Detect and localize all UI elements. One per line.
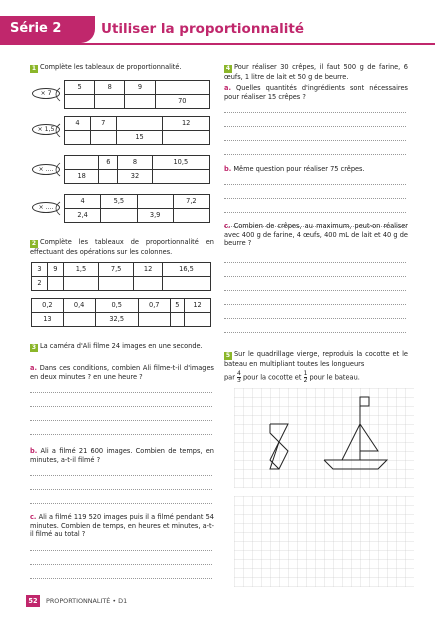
ex4-letter-a: a. <box>224 84 231 92</box>
ex3-question-a <box>30 364 214 381</box>
cell: 7 <box>90 117 116 131</box>
ex5-mid: pour la cocotte et <box>242 373 302 382</box>
ex1-operator-2: × 1,5 <box>32 124 60 135</box>
page-title: Utiliser la proportionnalité <box>101 21 305 37</box>
ex1-table-4 <box>64 194 210 223</box>
blank-grid[interactable] <box>234 496 414 587</box>
cell: 3,9 <box>137 209 173 223</box>
cell: 5 <box>65 81 95 95</box>
ex4-answer-b[interactable] <box>224 184 406 227</box>
cell[interactable] <box>101 209 137 223</box>
cell: 4 <box>65 195 101 209</box>
page-number: 52 <box>26 595 40 607</box>
ex4-letter-b: b. <box>224 165 232 173</box>
cell: 9 <box>47 263 63 277</box>
cell[interactable] <box>162 277 210 291</box>
ex4-answer-c[interactable] <box>224 262 406 333</box>
ex1-table-3 <box>64 155 210 184</box>
ex4-letter-c: c. <box>224 222 231 230</box>
cell[interactable] <box>63 277 98 291</box>
cell[interactable] <box>65 131 91 145</box>
ex4-question-a <box>224 84 408 101</box>
cell[interactable] <box>185 313 211 327</box>
cell: 2 <box>32 277 48 291</box>
cell[interactable] <box>173 209 209 223</box>
cell[interactable] <box>63 313 95 327</box>
ex3-text-b: Ali a filmé 21 600 images. Combien de temps, en minutes, a-t-il filmé ? <box>30 447 214 464</box>
grid-background <box>234 388 414 488</box>
ex1-table-1 <box>64 80 210 109</box>
footer-chapter: PROPORTIONNALITÉ • D1 <box>46 597 128 605</box>
ex1-label: Complète les tableaux de proportionnalité. <box>40 63 182 71</box>
blank-grid-background[interactable] <box>234 496 414 587</box>
cell[interactable] <box>134 277 163 291</box>
cell: 0,7 <box>138 299 170 313</box>
ex3-answer-a[interactable] <box>30 392 212 435</box>
frac2-den: 2 <box>303 376 308 384</box>
cell: 12 <box>185 299 211 313</box>
ex1-number: 1 <box>31 65 37 72</box>
ex3-question-b <box>30 447 214 464</box>
cell[interactable] <box>116 117 163 131</box>
fraction-one-half <box>304 371 308 384</box>
cell: 32,5 <box>95 313 138 327</box>
ex4-number: 4 <box>225 65 231 72</box>
cell[interactable] <box>95 95 125 109</box>
cell[interactable] <box>138 313 170 327</box>
cell: 0,5 <box>95 299 138 313</box>
frac1-den: 3 <box>237 376 241 384</box>
cell: 8 <box>118 156 152 170</box>
ex2-number: 2 <box>31 240 37 247</box>
cell[interactable] <box>163 131 210 145</box>
cell[interactable] <box>65 95 95 109</box>
ex3-intro <box>30 342 214 352</box>
cell: 5 <box>170 299 184 313</box>
ex5-instruction <box>224 350 408 384</box>
cell <box>155 81 209 95</box>
cell[interactable] <box>152 170 209 184</box>
frac2-num: 1 <box>303 369 308 377</box>
cell: 3 <box>32 263 48 277</box>
header-rule <box>0 43 435 45</box>
cell: 15 <box>116 131 163 145</box>
cell: 7,5 <box>99 263 134 277</box>
ex1-operator-3[interactable]: × .... <box>32 164 60 175</box>
cell: 7,2 <box>173 195 209 209</box>
ex4-question-c <box>224 222 408 248</box>
ex4-text-a: Quelles quantités d'ingrédients sont nécessaires pour réaliser 15 crêpes ? <box>224 84 408 101</box>
ex3-text-c: Ali a filmé 119 520 images puis il a filmé pendant 54 minutes. Combien de temps, en heures et minutes, a-t-il filmé au total ? <box>30 513 214 539</box>
cell: 0,2 <box>32 299 64 313</box>
cell[interactable] <box>137 195 173 209</box>
cell: 12 <box>134 263 163 277</box>
cell: 32 <box>118 170 152 184</box>
cell: 4 <box>65 117 91 131</box>
cell: 2,4 <box>65 209 101 223</box>
cell[interactable] <box>125 95 155 109</box>
cell: 9 <box>125 81 155 95</box>
ex4-question-b <box>224 165 408 174</box>
cell: 13 <box>32 313 64 327</box>
ex3-letter-b: b. <box>30 447 38 455</box>
fraction-four-thirds <box>237 371 241 384</box>
cell: 1,5 <box>63 263 98 277</box>
ex1-table-2 <box>64 116 210 145</box>
frac1-num: 4 <box>237 369 241 377</box>
cell: 5,5 <box>101 195 137 209</box>
ex5-number: 5 <box>225 352 231 359</box>
ex5-intro-text: Sur le quadrillage vierge, reproduis la cocotte et le bateau en multipliant toutes les longueurs <box>224 350 408 368</box>
ex2-label: Complète les tableaux de proportionnalité en effectuant des opérations sur les colonnes. <box>30 238 214 256</box>
cell: 8 <box>95 81 125 95</box>
model-grid <box>234 388 414 488</box>
ex4-answer-a[interactable] <box>224 112 406 155</box>
cell[interactable] <box>65 156 99 170</box>
ex1-operator-1: × 7 <box>32 88 60 99</box>
ex3-letter-c: c. <box>30 513 37 521</box>
ex2-table-1 <box>31 262 211 291</box>
ex5-par: par <box>224 373 235 382</box>
cell[interactable] <box>170 313 184 327</box>
cell: 16,5 <box>162 263 210 277</box>
ex5-end: pour le bateau. <box>309 373 360 382</box>
ex3-text-a: Dans ces conditions, combien Ali filme-t-il d'images en deux minutes ? en une heure ? <box>30 364 214 381</box>
cell[interactable] <box>99 277 134 291</box>
ex4-intro <box>224 63 408 82</box>
ex2-table-2 <box>31 298 211 327</box>
cell[interactable] <box>90 131 116 145</box>
cell[interactable] <box>99 170 118 184</box>
ex3-answer-b[interactable] <box>30 475 212 504</box>
ex1-operator-4[interactable]: × .... <box>32 202 60 213</box>
ex4-intro-text: Pour réaliser 30 crêpes, il faut 500 g de farine, 6 œufs, 1 litre de lait et 50 g de beurre. <box>224 63 408 81</box>
cell: 0,4 <box>63 299 95 313</box>
cell: 18 <box>65 170 99 184</box>
cell: 6 <box>99 156 118 170</box>
ex3-answer-c[interactable] <box>30 550 212 579</box>
ex3-question-c <box>30 513 214 539</box>
cell[interactable] <box>47 277 63 291</box>
ex3-number: 3 <box>31 344 37 351</box>
ex3-intro-text: La caméra d'Ali filme 24 images en une seconde. <box>40 342 203 350</box>
ex4-text-b: Même question pour réaliser 75 crêpes. <box>233 165 365 173</box>
ex2-heading <box>30 238 214 257</box>
ex3-letter-a: a. <box>30 364 37 372</box>
ex1-heading <box>30 63 182 73</box>
serie-banner <box>0 16 95 43</box>
serie-label: Série 2 <box>10 21 62 37</box>
cell: 12 <box>163 117 210 131</box>
cell: 10,5 <box>152 156 209 170</box>
ex4-text-c: Combien de crêpes, au maximum, peut-on réaliser avec 400 g de farine, 4 œufs, 400 mL de lait et 40 g de beurre ? <box>224 222 408 248</box>
cell: 70 <box>155 95 209 109</box>
